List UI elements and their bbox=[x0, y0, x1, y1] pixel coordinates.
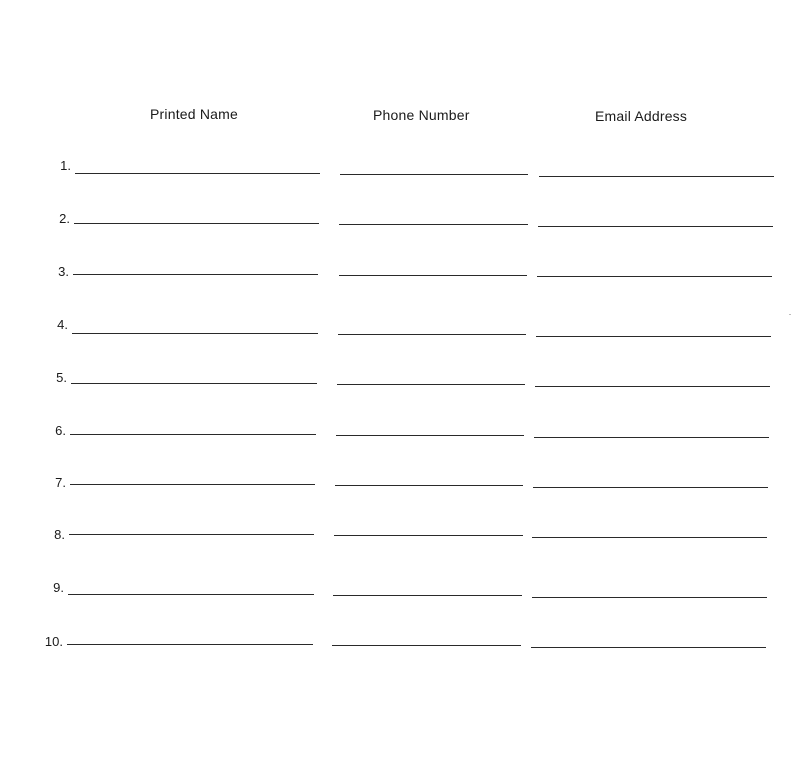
phone-number-line[interactable] bbox=[334, 535, 523, 536]
row-number: 1. bbox=[60, 158, 71, 173]
phone-number-line[interactable] bbox=[335, 485, 523, 486]
printed-name-line[interactable] bbox=[72, 333, 318, 334]
row-number: 4. bbox=[57, 317, 68, 332]
phone-number-line[interactable] bbox=[339, 275, 527, 276]
phone-number-line[interactable] bbox=[333, 595, 522, 596]
header-email-address: Email Address bbox=[595, 108, 688, 124]
scan-speck bbox=[789, 314, 791, 315]
email-address-line[interactable] bbox=[536, 336, 771, 337]
email-address-line[interactable] bbox=[531, 647, 766, 648]
email-address-line[interactable] bbox=[538, 226, 773, 227]
phone-number-line[interactable] bbox=[339, 224, 528, 225]
printed-name-line[interactable] bbox=[69, 534, 314, 535]
phone-number-line[interactable] bbox=[340, 174, 528, 175]
printed-name-line[interactable] bbox=[74, 223, 319, 224]
printed-name-line[interactable] bbox=[67, 644, 313, 645]
printed-name-line[interactable] bbox=[68, 594, 314, 595]
printed-name-line[interactable] bbox=[75, 173, 320, 174]
row-number: 5. bbox=[56, 370, 67, 385]
email-address-line[interactable] bbox=[533, 487, 768, 488]
email-address-line[interactable] bbox=[535, 386, 770, 387]
printed-name-line[interactable] bbox=[70, 434, 316, 435]
row-number: 7. bbox=[55, 475, 66, 490]
printed-name-line[interactable] bbox=[71, 383, 317, 384]
row-number: 8. bbox=[54, 527, 65, 542]
phone-number-line[interactable] bbox=[337, 384, 525, 385]
row-number: 10. bbox=[44, 634, 63, 649]
header-phone-number: Phone Number bbox=[373, 107, 470, 123]
email-address-line[interactable] bbox=[539, 176, 774, 177]
row-number: 3. bbox=[58, 264, 69, 279]
phone-number-line[interactable] bbox=[336, 435, 524, 436]
printed-name-line[interactable] bbox=[73, 274, 318, 275]
email-address-line[interactable] bbox=[532, 537, 767, 538]
row-number: 2. bbox=[59, 211, 70, 226]
header-printed-name: Printed Name bbox=[150, 106, 238, 122]
email-address-line[interactable] bbox=[532, 597, 767, 598]
email-address-line[interactable] bbox=[534, 437, 769, 438]
row-number: 6. bbox=[55, 423, 66, 438]
email-address-line[interactable] bbox=[537, 276, 772, 277]
printed-name-line[interactable] bbox=[70, 484, 315, 485]
row-number: 9. bbox=[53, 580, 64, 595]
phone-number-line[interactable] bbox=[338, 334, 526, 335]
phone-number-line[interactable] bbox=[332, 645, 521, 646]
